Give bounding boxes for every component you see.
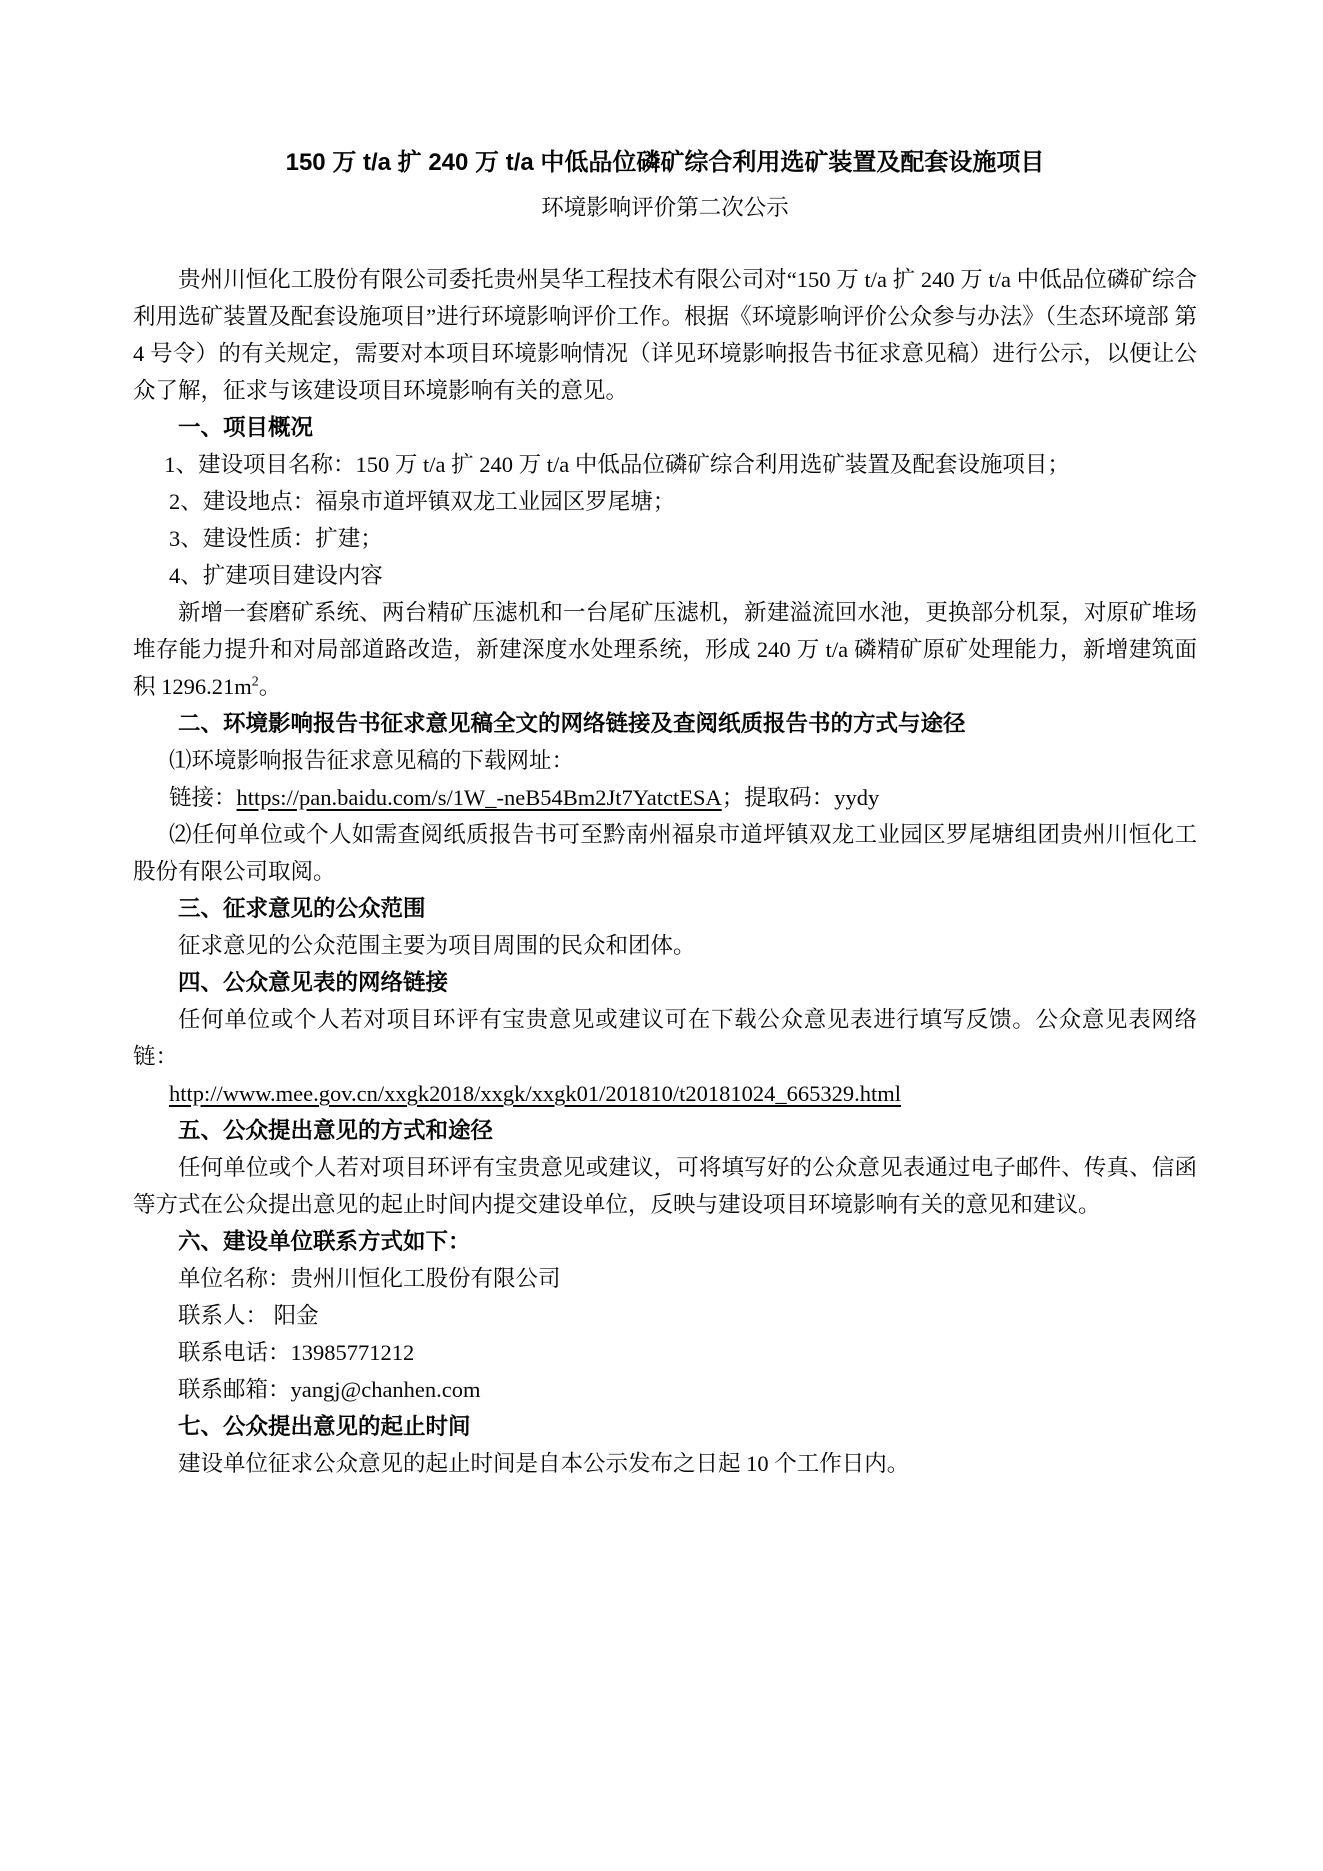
project-location-item: 2、建设地点：福泉市道坪镇双龙工业园区罗尾塘； [169,489,676,514]
deadline-text: 建设单位征求公众意见的起止时间是自本公示发布之日起 10 个工作日内。 [178,1451,910,1476]
link-prefix-label: 链接： [169,785,237,810]
extraction-code-label: ；提取码： [721,785,835,810]
expansion-text: 新增一套磨矿系统、两台精矿压滤机和一台尾矿压滤机，新建溢流回水池，更换部分机泵，对原矿堆场堆存能力提升和对局部道路改造，新建深度水处理系统，形成 240 万 t/a 磷精矿原矿处理能力，新增建筑面积 1296.21m [133,600,1197,699]
section-1-heading: 一、项目概况 [178,415,314,440]
submission-methods-text: 任何单位或个人若对项目环评有宝贵意见或建议，可将填写好的公众意见表通过电子邮件、传真、信函等方式在公众提出意见的起止时间内提交建设单位，反映与建设项目环境影响有关的意见和建议。 [133,1155,1197,1217]
section-7-heading: 七、公众提出意见的起止时间 [178,1414,471,1439]
section-4-heading: 四、公众意见表的网络链接 [178,970,449,995]
baidu-pan-link[interactable]: https://pan.baidu.com/s/1W_-neB54Bm2Jt7YatctESA [236,785,722,810]
feedback-form-text: 任何单位或个人若对项目环评有宝贵意见或建议可在下载公众意见表进行填写反馈。公众意见表网络链： [133,1007,1197,1069]
section-3-heading: 三、征求意见的公众范围 [178,896,426,921]
contact-person-line: 联系人： 阳金 [178,1303,319,1328]
paper-report-note: ⑵任何单位或个人如需查阅纸质报告书可至黔南州福泉市道坪镇双龙工业园区罗尾塘组团贵州川恒化工股份有限公司取阅。 [133,822,1197,884]
project-content-item: 4、扩建项目建设内容 [169,563,383,588]
public-scope-text: 征求意见的公众范围主要为项目周围的民众和团体。 [178,933,696,958]
mee-opinion-form-link[interactable]: http://www.mee.gov.cn/xxgk2018/xxgk/xxgk01/201810/t20181024_665329.html [169,1081,902,1106]
intro-paragraph: 贵州川恒化工股份有限公司委托贵州昊华工程技术有限公司对“150 万 t/a 扩 240 万 t/a 中低品位磷矿综合利用选矿装置及配套设施项目”进行环境影响评价工作。根据《环境影响评价公众参与办法》（生态环境部 第 4 号令）的有关规定，需要对本项目环境影响情况（详见环境影响报告书征求意见稿）进行公示，以便让公众了解，征求与该建设项目环境影响有关的意见。 [133,267,1197,403]
section-6-heading: 六、建设单位联系方式如下： [178,1229,471,1254]
company-name-line: 单位名称：贵州川恒化工股份有限公司 [178,1266,561,1291]
section-5-heading: 五、公众提出意见的方式和途径 [178,1118,494,1143]
expansion-description [133,594,1197,705]
mee-link-line [133,1075,1197,1112]
contact-phone-line: 联系电话：13985771212 [178,1340,415,1365]
document-title: 150 万 t/a 扩 240 万 t/a 中低品位磷矿综合利用选矿装置及配套设施项目 [285,149,1045,176]
square-meter-superscript: 2 [251,674,259,690]
section-2-heading: 二、环境影响报告书征求意见稿全文的网络链接及查阅纸质报告书的方式与途径 [178,711,966,736]
project-nature-item: 3、建设性质：扩建； [169,526,383,551]
expansion-text-end: 。 [258,674,282,699]
extraction-code: yydy [834,785,880,810]
document-subtitle: 环境影响评价第二次公示 [541,195,789,220]
baidu-link-line [133,779,1197,816]
contact-email-line: 联系邮箱：yangj@chanhen.com [178,1377,481,1402]
download-url-label: ⑴环境影响报告征求意见稿的下载网址： [169,748,575,773]
project-name-item: 1、建设项目名称：150 万 t/a 扩 240 万 t/a 中低品位磷矿综合利用选矿装置及配套设施项目； [164,452,1070,477]
